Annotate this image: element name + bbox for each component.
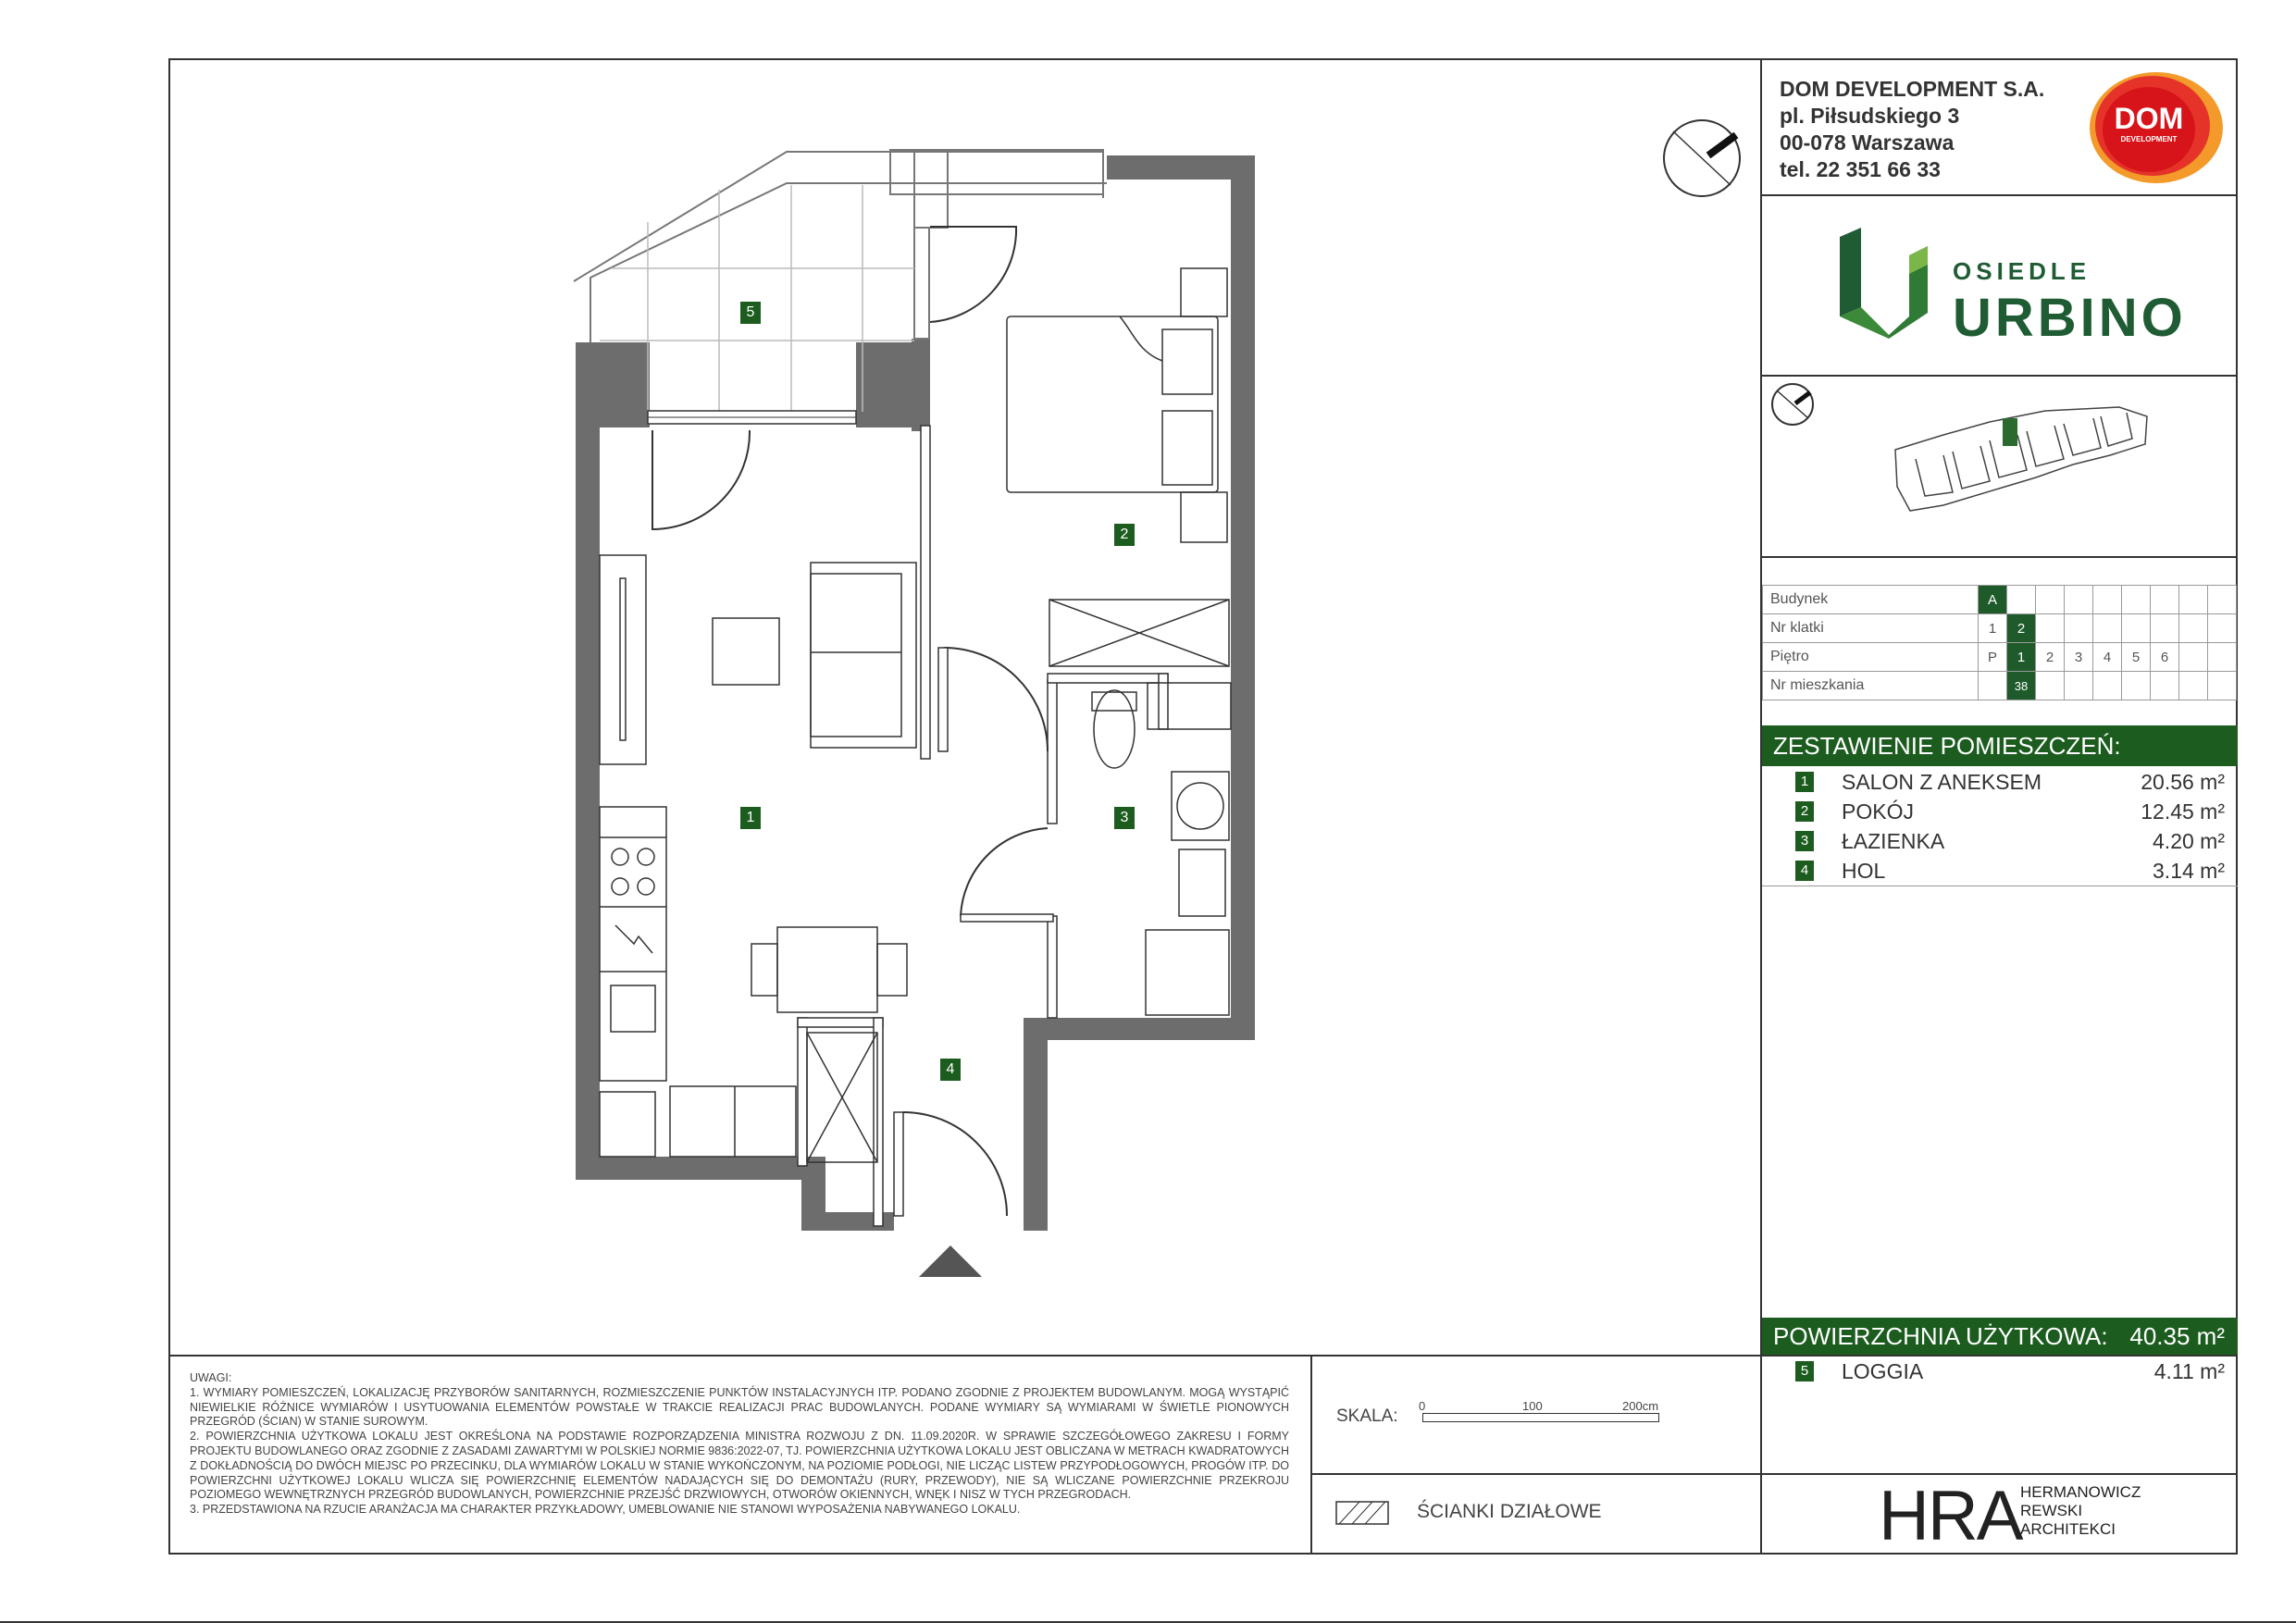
- label-budynek: Budynek: [1763, 586, 1979, 614]
- room-number: 3: [1795, 831, 1814, 851]
- cell: [2065, 672, 2093, 700]
- plan-tag-1: 1: [740, 807, 761, 829]
- room-number: 2: [1795, 801, 1814, 822]
- rooms-title: ZESTAWIENIE POMIESZCZEŃ:: [1762, 725, 2238, 766]
- compass-small-icon: [1769, 381, 1816, 427]
- footer-divider-v: [1310, 1355, 1312, 1555]
- footer-divider-h: [1310, 1473, 1762, 1475]
- room-number: 5: [1795, 1361, 1814, 1381]
- room-area: 12.45 m²: [2141, 799, 2225, 824]
- cell-floor-2: 2: [2036, 643, 2065, 672]
- cell: [1979, 672, 2007, 700]
- floor-plan: [555, 139, 1259, 1286]
- row-pietro: [1763, 643, 2237, 672]
- scale-tick-100: 100: [1522, 1399, 1543, 1413]
- cell-floor-1: 1: [2007, 643, 2036, 672]
- note-1: 1. WYMIARY POMIESZCZEŃ, LOKALIZACJĘ PRZYBORÓW SANITARNYCH, ROZMIESZCZENIE PUNKTÓW INSTALACYJNYCH ITP. PODANO ZGODNIE Z PROJEKTEM BUDOWLANYM. MOGĄ WYSTĄPIĆ NIEWIELKIE RÓŻNICE WYMIARÓW I USYTUOWANIA ELEMENTÓW POWSTAŁE W TRAKCIE REALIZACJI PRAC BUDOWLANYCH. PODANE WYMIARY SĄ WYMIARAMI W ŚWIETLE PIONOWYCH PRZEGRÓD (ŚCIAN) W STANIE SUROWYM.: [190, 1385, 1289, 1429]
- cell-floor-5: 5: [2122, 643, 2151, 672]
- scale-tick-0: 0: [1419, 1399, 1426, 1413]
- scale-bar: [1422, 1413, 1659, 1422]
- room-number: 4: [1795, 861, 1814, 881]
- plan-tag-4: 4: [940, 1059, 961, 1081]
- room-name: POKÓJ: [1842, 799, 1914, 824]
- company-phone: tel. 22 351 66 33: [1780, 157, 1941, 181]
- company-name: DOM DEVELOPMENT S.A.: [1780, 77, 2045, 101]
- room-number: 1: [1795, 772, 1814, 792]
- room-area: 3.14 m²: [2153, 859, 2225, 883]
- label-nr-klatki: Nr klatki: [1763, 614, 1979, 643]
- room-name: HOL: [1842, 859, 1886, 883]
- room-name: LOGGIA: [1842, 1359, 1924, 1383]
- cell: [2208, 643, 2237, 672]
- company-info: [1780, 76, 2044, 183]
- total-area-bar: [1762, 1318, 2238, 1355]
- dom-development-logo: [2084, 70, 2225, 187]
- cell: [2208, 614, 2237, 643]
- compass-icon: [1660, 117, 1744, 200]
- architect-name: [2020, 1483, 2141, 1539]
- cell-apartment-number: 38: [2007, 672, 2036, 700]
- cell: [2208, 672, 2237, 700]
- architect-line1: HERMANOWICZ: [2020, 1483, 2141, 1501]
- cell: [2179, 672, 2208, 700]
- room-area: 4.20 m²: [2153, 829, 2225, 853]
- company-city: 00-078 Warszawa: [1780, 130, 1955, 155]
- cell-building: A: [1979, 586, 2007, 614]
- panel-line: [1760, 375, 2238, 377]
- notes-title: UWAGI:: [190, 1371, 232, 1384]
- cell-floor-p: P: [1979, 643, 2007, 672]
- cell: [2208, 586, 2237, 614]
- plan-tag-2: 2: [1114, 524, 1135, 546]
- cell: [2122, 672, 2151, 700]
- apartment-info-table: [1762, 585, 2237, 700]
- room-row-1: [1762, 767, 2238, 797]
- cell-floor-3: 3: [2065, 643, 2093, 672]
- cell: [2007, 586, 2036, 614]
- note-2: 2. POWIERZCHNIA UŻYTKOWA LOKALU JEST OKREŚLONA NA PODSTAWIE ROZPORZĄDZENIA MINISTRA ROZWOJU Z DN. 11.09.2020R. W SPRAWIE SZCZEGÓŁOWEGO ZAKRESU I FORMY PROJEKTU BUDOWLANEGO ORAZ ZGODNIE Z ZASADAMI ZAWARTYMI W POLSKIEJ NORMIE 9836:2022-07, TJ. POWIERZCHNIA UŻYTKOWA LOKALU JEST OBLICZANA W METRACH KWADRATOWYCH Z DOKŁADNOŚCIĄ DO DWÓCH MIEJSC PO PRZECINKU, DLA WYMIARÓW LOKALU W STANIE WYKOŃCZONYM, NA POZIOMIE PODŁOGI, NIE LICZĄC LISTEW PRZYPODŁOGOWYCH, PROGÓW ITP. DO POWIERZCHNI UŻYTKOWEJ LOKALU WLICZA SIĘ POWIERZCHNIĘ ELEMENTÓW NADAJĄCYCH SIĘ DO DEMONTAŻU (RURY, PRZEWODY), NIE SĄ WLICZANE POWIERZCHNIE PRZEKROJU POZIOMEGO WEWNĘTRZNYCH PRZEGRÓD BUDOWLANYCH, POWIERZCHNIE PRZEJŚĆ DRZWIOWYCH, OTWORÓW OKIENNYCH, WNĘK I NISZ W TYCH PRZEGRODACH.: [190, 1430, 1289, 1502]
- cell: [2151, 614, 2179, 643]
- project-name: URBINO: [1953, 288, 2187, 348]
- architect-logo: HRA: [1879, 1477, 2022, 1555]
- legend-label: ŚCIANKI DZIAŁOWE: [1417, 1501, 1602, 1522]
- cell: [2179, 643, 2208, 672]
- row-klatka: [1763, 614, 2237, 643]
- architect-line2: REWSKI: [2020, 1502, 2083, 1519]
- room-area: 4.11 m²: [2153, 1359, 2225, 1383]
- room-name: ŁAZIENKA: [1842, 829, 1945, 853]
- scale-tick-200: 200cm: [1622, 1399, 1659, 1413]
- architect-line3: ARCHITEKCI: [2020, 1520, 2116, 1538]
- cell: [2065, 614, 2093, 643]
- cell: [2093, 672, 2122, 700]
- cell: [2151, 672, 2179, 700]
- room-row-4: [1762, 856, 2238, 886]
- label-nr-mieszkania: Nr mieszkania: [1763, 672, 1979, 700]
- cell: [2179, 614, 2208, 643]
- panel-line: [1760, 194, 2238, 196]
- label-pietro: Piętro: [1763, 643, 1979, 672]
- room-area: 20.56 m²: [2141, 770, 2225, 794]
- cell: [2036, 614, 2065, 643]
- row-budynek: [1763, 586, 2237, 614]
- panel-line: [1760, 556, 2238, 558]
- room-name: SALON Z ANEKSEM: [1842, 770, 2042, 794]
- notes-block: [190, 1371, 1289, 1518]
- urbino-mark-icon: [1835, 228, 1932, 339]
- row-mieszkanie: [1763, 672, 2237, 700]
- loggia-row: [1762, 1357, 2238, 1386]
- logo-dom-text: DOM: [2114, 102, 2184, 135]
- cell: [2179, 586, 2208, 614]
- plan-tag-5: 5: [740, 302, 761, 324]
- company-street: pl. Piłsudskiego 3: [1780, 104, 1960, 128]
- cell: [2122, 586, 2151, 614]
- room-row-3: [1762, 826, 2238, 856]
- logo-development-text: DEVELOPMENT: [2120, 135, 2178, 143]
- site-key-plan: [1888, 403, 2156, 524]
- note-3: 3. PRZEDSTAWIONA NA RZUCIE ARANŻACJA MA CHARAKTER PRZYKŁADOWY, UMEBLOWANIE NIE STANOWI WYPOSAŻENIA NABYWANEGO LOKALU.: [190, 1503, 1021, 1517]
- total-area-label: POWIERZCHNIA UŻYTKOWA:: [1773, 1322, 2108, 1350]
- cell-klatka-2: 2: [2007, 614, 2036, 643]
- project-top: OSIEDLE: [1953, 257, 2091, 285]
- cell: [2151, 586, 2179, 614]
- cell: [2036, 672, 2065, 700]
- room-row-2: [1762, 797, 2238, 826]
- cell-floor-6: 6: [2151, 643, 2179, 672]
- plan-tag-3: 3: [1114, 807, 1135, 829]
- cell: [2122, 614, 2151, 643]
- scale-label: SKALA:: [1336, 1406, 1398, 1426]
- cell-floor-4: 4: [2093, 643, 2122, 672]
- total-area-value: 40.35 m²: [2129, 1322, 2225, 1350]
- cell: [2093, 586, 2122, 614]
- cell: [2065, 586, 2093, 614]
- hatch-legend-icon: [1335, 1501, 1389, 1525]
- cell: [2036, 586, 2065, 614]
- cell-klatka-1: 1: [1979, 614, 2007, 643]
- panel-line: [1760, 1473, 2238, 1475]
- cell: [2093, 614, 2122, 643]
